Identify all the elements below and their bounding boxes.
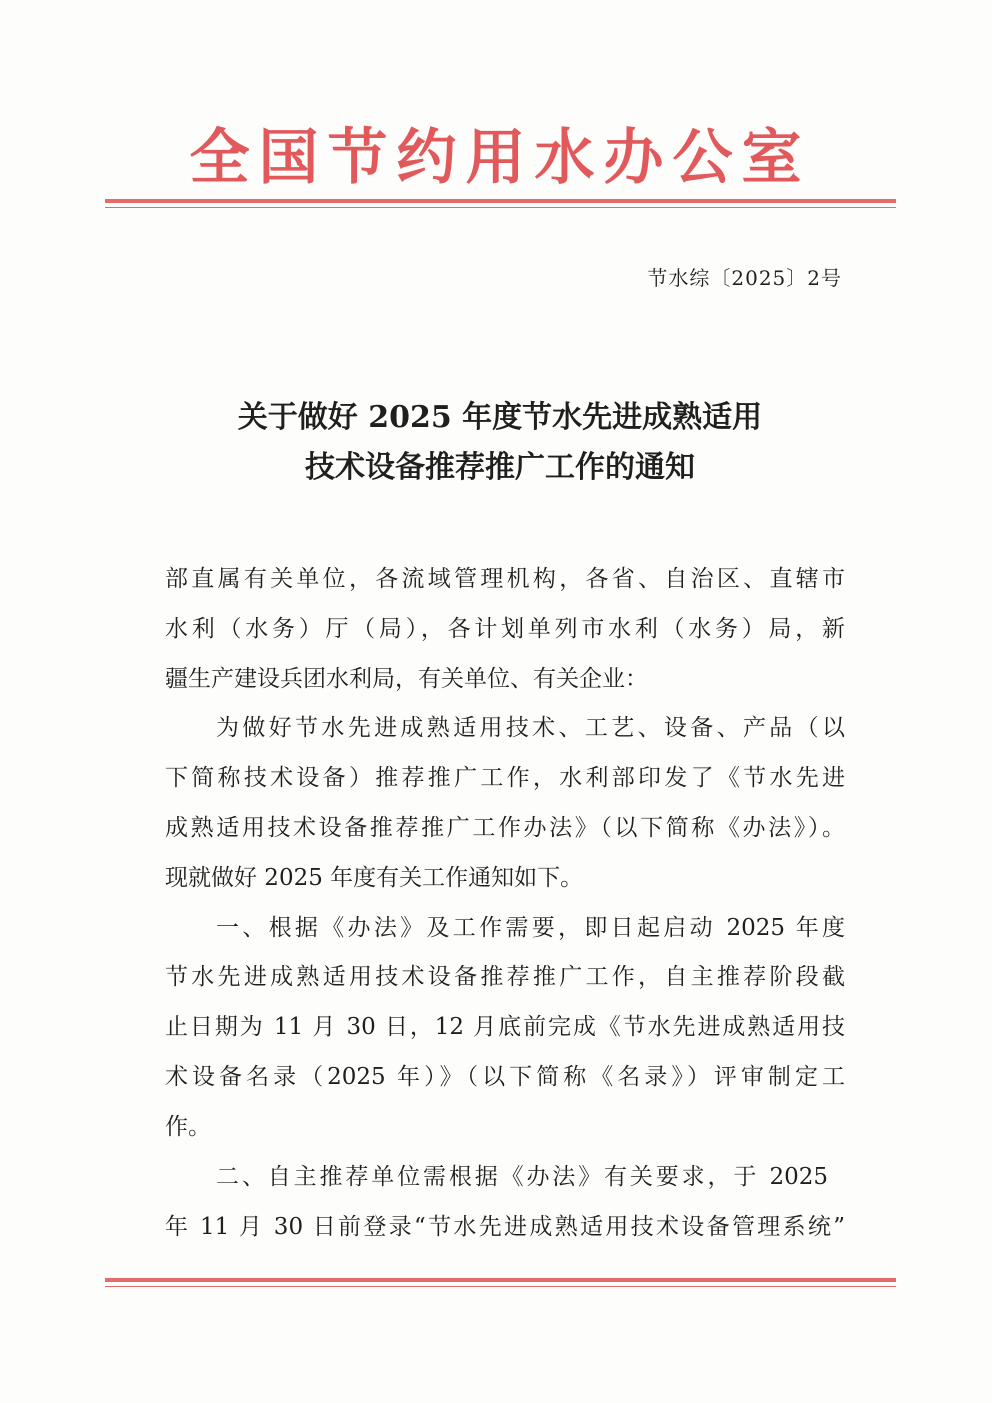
paragraph-line: 节水先进成熟适用技术设备推荐推广工作，自主推荐阶段截 — [165, 964, 845, 990]
paragraph-line: 止日期为 11 月 30 日，12 月底前完成《节水先进成熟适用技 — [165, 1014, 845, 1040]
document-title-line-1: 关于做好 2025 年度节水先进成熟适用 — [237, 400, 763, 435]
document-number: 节水综〔2025〕2号 — [647, 266, 842, 290]
paragraph-line: 现就做好 2025 年度有关工作通知如下。 — [165, 865, 584, 891]
addressee-line-1: 部直属有关单位，各流域管理机构，各省、自治区、直辖市 — [165, 566, 845, 592]
paragraph-line: 作。 — [165, 1114, 211, 1140]
footer-red-rule-thick — [105, 1278, 896, 1282]
paragraph-line: 一、根据《办法》及工作需要，即日起启动 2025 年度 — [216, 915, 845, 941]
paragraph-line: 下简称技术设备）推荐推广工作，水利部印发了《节水先进 — [165, 765, 845, 791]
footer-red-rule-thin — [105, 1286, 896, 1287]
addressee-line-3: 疆生产建设兵团水利局，有关单位、有关企业： — [165, 666, 648, 692]
paragraph-line: 术设备名录（2025 年）》（以下简称《名录》）评审制定工 — [165, 1064, 845, 1090]
header-red-rule-thick — [105, 199, 896, 203]
header-red-rule-thin — [105, 207, 896, 208]
paragraph-line: 二、自主推荐单位需根据《办法》有关要求，于 2025 — [216, 1164, 828, 1190]
paragraph-line: 年 11 月 30 日前登录“节水先进成熟适用技术设备管理系统” — [165, 1214, 845, 1240]
document-title-line-2: 技术设备推荐推广工作的通知 — [305, 450, 695, 485]
paragraph-line: 成熟适用技术设备推荐推广工作办法》（以下简称《办法》）。 — [165, 815, 845, 841]
issuing-organization-header: 全国节约用水办公室 — [189, 123, 811, 193]
addressee-line-2: 水利（水务）厅（局），各计划单列市水利（水务）局，新 — [165, 616, 845, 642]
paragraph-line: 为做好节水先进成熟适用技术、工艺、设备、产品（以 — [216, 715, 845, 741]
